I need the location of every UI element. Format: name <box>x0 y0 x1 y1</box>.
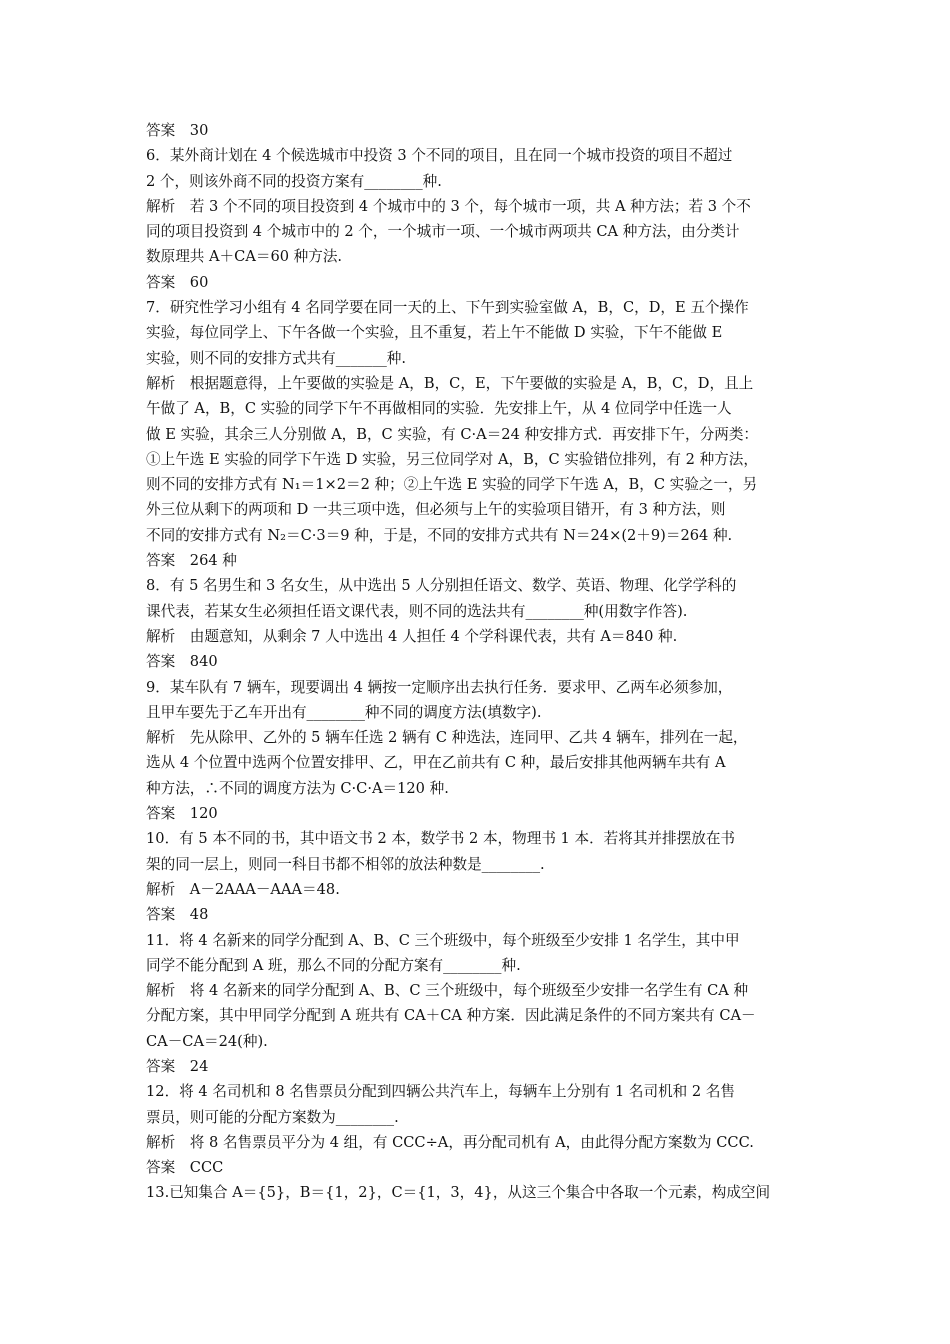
text-line: 解析 先从除甲、乙外的 5 辆车任选 2 辆有 C 种选法，连同甲、乙共 4 辆车，排列在一起， <box>146 729 748 747</box>
text-line: 实验，每位同学上、下午各做一个实验，且不重复，若上午不能做 D 实验，下午不能做 E <box>146 324 723 342</box>
text-line: 解析 将 4 名新来的同学分配到 A、B、C 三个班级中，每个班级至少安排一名学生有 CA 种 <box>146 982 749 1000</box>
text-line: 8．有 5 名男生和 3 名女生，从中选出 5 人分别担任语文、数学、英语、物理、化学学科的 <box>146 577 737 595</box>
text-line: 票员，则可能的分配方案数为________. <box>146 1108 399 1126</box>
text-line: 不同的安排方式有 N₂＝C·3＝9 种，于是，不同的安排方式共有 N＝24×(2＋9)＝264 种. <box>146 526 733 544</box>
text-line: 解析 由题意知，从剩余 7 人中选出 4 人担任 4 个学科课代表，共有 A＝840 种. <box>146 627 678 645</box>
text-line: 答案 840 <box>146 653 218 671</box>
text-line: 且甲车要先于乙车开出有________种不同的调度方法(填数字). <box>146 703 542 721</box>
text-line: 答案 48 <box>146 906 209 924</box>
text-line: CA－CA＝24(种). <box>146 1032 268 1050</box>
text-line: 选从 4 个位置中选两个位置安排甲、乙，甲在乙前共有 C 种，最后安排其他两辆车共有 A <box>146 754 726 772</box>
text-line: 12．将 4 名司机和 8 名售票员分配到四辆公共汽车上，每辆车上分别有 1 名司机和 2 名售 <box>146 1083 736 1101</box>
text-line: ①上午选 E 实验的同学下午选 D 实验，另三位同学对 A，B，C 实验错位排列，有 2 种方法， <box>146 450 758 468</box>
text-line: 答案 120 <box>146 805 218 823</box>
text-line: 答案 264 种 <box>146 552 237 570</box>
text-line: 外三位从剩下的两项和 D 一共三项中选，但必须与上午的实验项目错开，有 3 种方法，则 <box>146 501 726 519</box>
text-line: 答案 30 <box>146 122 209 139</box>
text-line: 11．将 4 名新来的同学分配到 A、B、C 三个班级中，每个班级至少安排 1 名学生，其中甲 <box>146 931 740 949</box>
text-line: 同的项目投资到 4 个城市中的 2 个，一个城市一项、一个城市两项共 CA 种方法，由分类计 <box>146 223 740 241</box>
text-line: 答案 60 <box>146 273 209 291</box>
text-line: 分配方案，其中甲同学分配到 A 班共有 CA＋CA 种方案．因此满足条件的不同方案共有 CA－ <box>146 1007 756 1025</box>
text-line: 答案 24 <box>146 1057 209 1075</box>
text-line: 同学不能分配到 A 班，那么不同的分配方案有________种. <box>146 956 521 974</box>
text-line: 数原理共 A＋CA＝60 种方法. <box>146 248 343 266</box>
text-line: 9．某车队有 7 辆车，现要调出 4 辆按一定顺序出去执行任务．要求甲、乙两车必须参加， <box>146 678 733 696</box>
text-line: 种方法，∴不同的调度方法为 C·C·A＝120 种. <box>146 779 449 797</box>
text-line: 2 个，则该外商不同的投资方案有________种. <box>146 172 442 190</box>
text-line: 架的同一层上，则同一科目书都不相邻的放法种数是________. <box>146 855 545 873</box>
text-line: 解析 A－2AAA－AAA＝48. <box>146 880 340 898</box>
text-line: 答案 CCC <box>146 1159 224 1177</box>
text-line: 做 E 实验，其余三人分别做 A，B，C 实验，有 C·A＝24 种安排方式．再安排下午，分两类： <box>146 425 759 443</box>
text-line: 解析 若 3 个不同的项目投资到 4 个城市中的 3 个，每个城市一项，共 A 种方法；若 3 个不 <box>146 197 751 215</box>
text-line: 则不同的安排方式有 N₁＝1×2＝2 种；②上午选 E 实验的同学下午选 A，B，C 实验之一，另 <box>146 476 758 494</box>
text-line: 实验，则不同的安排方式共有_______种. <box>146 349 407 367</box>
text-line: 解析 根据题意得，上午要做的实验是 A，B，C，E，下午要做的实验是 A，B，C，D，且上 <box>146 374 754 392</box>
text-line: 解析 将 8 名售票员平分为 4 组，有 CCC÷A，再分配司机有 A，由此得分配方案数为 CCC. <box>146 1133 754 1151</box>
text-line: 6．某外商计划在 4 个候选城市中投资 3 个不同的项目，且在同一个城市投资的项目不超过 <box>146 147 733 165</box>
text-line: 午做了 A，B，C 实验的同学下午不再做相同的实验．先安排上午，从 4 位同学中任选一人 <box>146 400 732 418</box>
text-line: 13.已知集合 A＝{5}，B＝{1，2}，C＝{1，3，4}，从这三个集合中各取一个元素，构成空间 <box>146 1184 771 1202</box>
text-line: 7．研究性学习小组有 4 名同学要在同一天的上、下午到实验室做 A，B，C，D，E 五个操作 <box>146 299 749 317</box>
text-line: 10．有 5 本不同的书，其中语文书 2 本，数学书 2 本，物理书 1 本．若将其并排摆放在书 <box>146 830 736 848</box>
text-line: 课代表，若某女生必须担任语文课代表，则不同的选法共有________种(用数字作答). <box>146 602 688 620</box>
document-body <box>146 118 811 1206</box>
